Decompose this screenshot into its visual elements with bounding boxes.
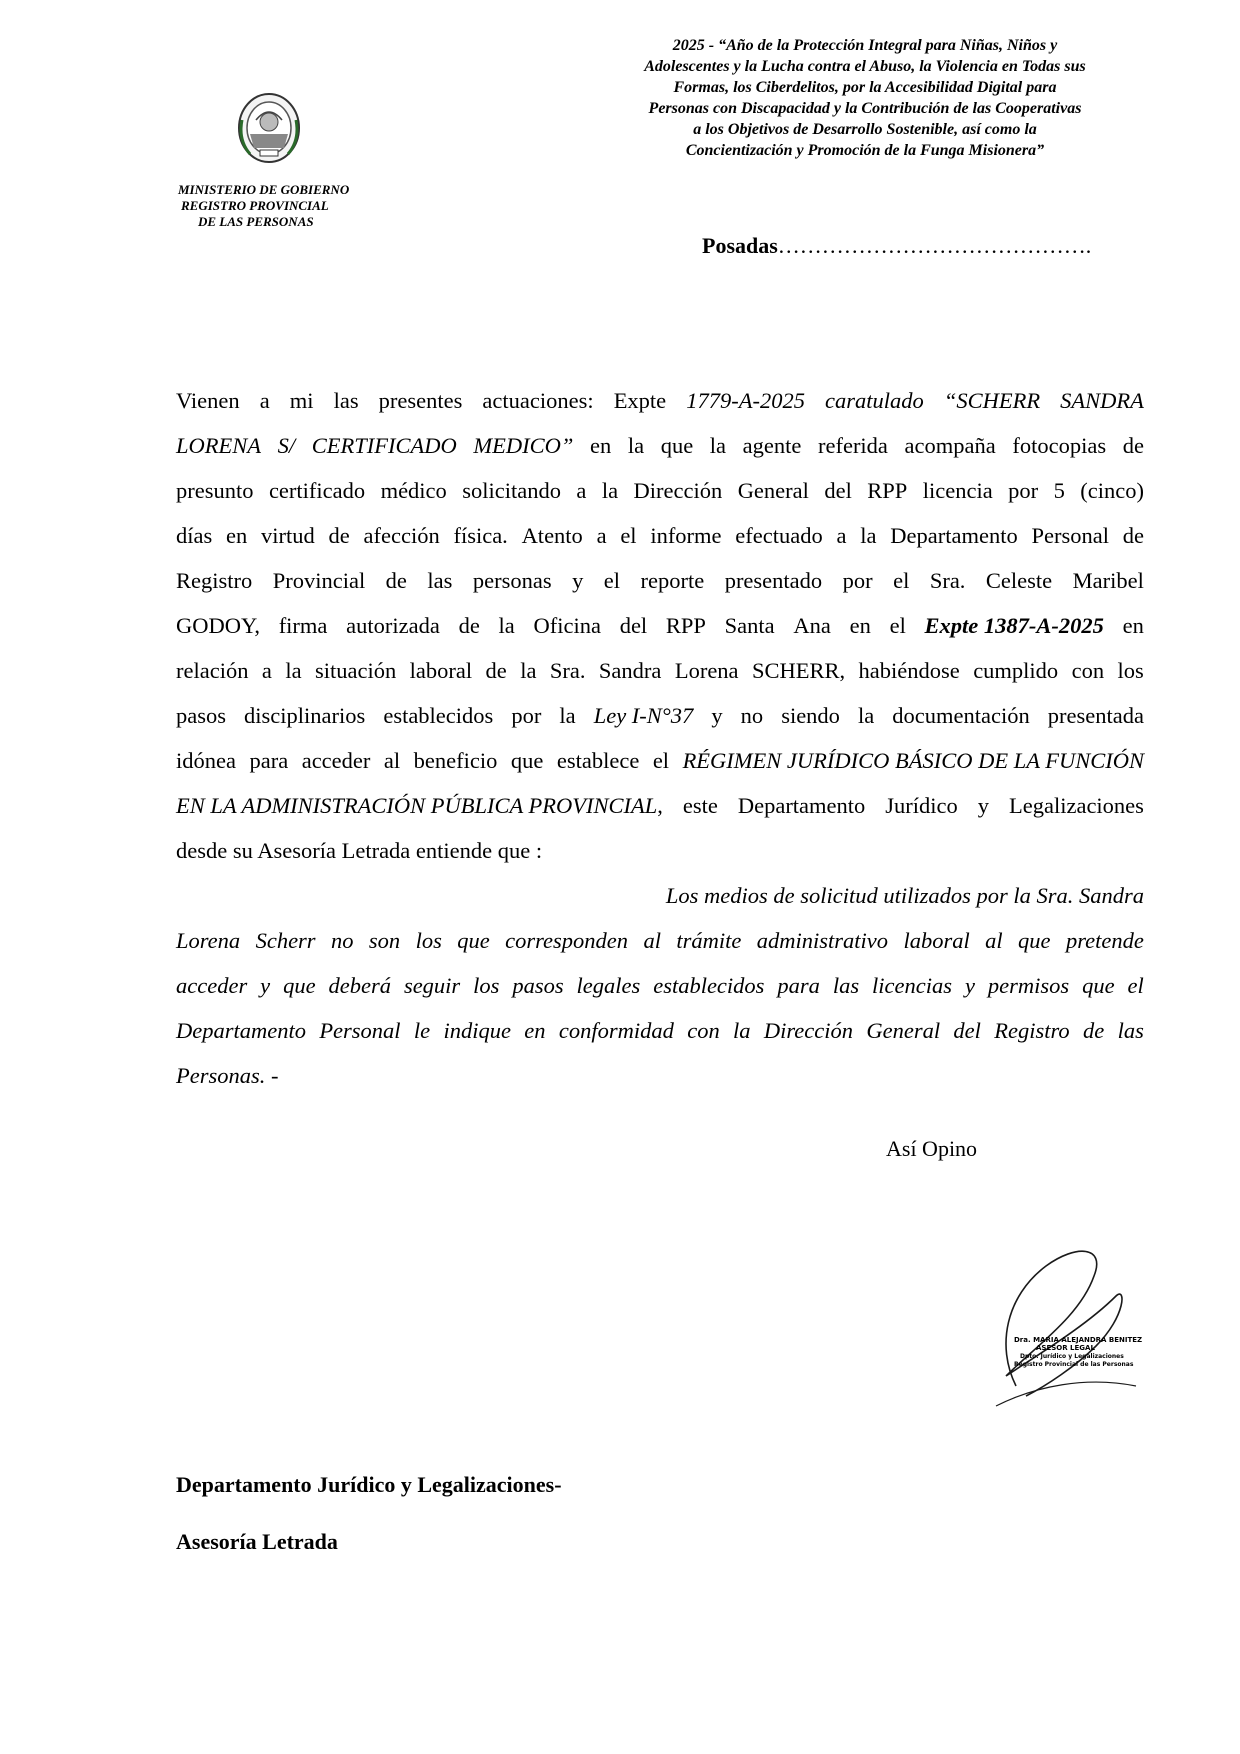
footer-signoff <box>176 1470 562 1584</box>
word: establecidos <box>383 703 494 728</box>
word: por <box>1008 478 1039 503</box>
quote-text: Personas. - <box>176 1063 279 1088</box>
word: virtud <box>261 523 315 548</box>
word: de <box>458 613 480 638</box>
body-text <box>176 378 1144 1098</box>
word: presentada <box>1047 703 1144 728</box>
word: Personal <box>319 1018 401 1043</box>
word: relación <box>176 658 249 683</box>
word: (cinco) <box>1080 478 1144 503</box>
word: establecidos <box>653 973 765 998</box>
word: Celeste <box>985 568 1053 593</box>
word: licencias <box>872 973 953 998</box>
word: no <box>330 928 354 953</box>
word: son <box>368 928 401 953</box>
word: que <box>457 928 490 953</box>
text-line <box>176 468 1144 513</box>
place-date-line <box>702 233 1091 259</box>
word: acompaña <box>904 433 996 458</box>
word: del <box>619 613 648 638</box>
word: a <box>259 388 270 413</box>
ministry-heading <box>178 182 349 230</box>
word: Registro <box>994 1018 1070 1043</box>
word: EN LA ADMINISTRACIÓN PÚBLICA PROVINCIAL, <box>176 793 663 818</box>
word: agente <box>742 433 802 458</box>
word: Dirección <box>763 1018 854 1043</box>
word: presentado <box>724 568 823 593</box>
year-motto <box>560 35 1170 161</box>
word: le <box>413 1018 431 1043</box>
line-words: desde su Asesoría Letrada entiende que : <box>176 838 543 863</box>
word: que <box>1018 928 1051 953</box>
word: y <box>260 973 271 998</box>
word: RPP <box>867 478 908 503</box>
word: Ley I-N°37 <box>593 703 694 728</box>
word: SCHERR, <box>751 658 846 683</box>
provincial-seal-logo <box>236 90 302 164</box>
word: cumplido <box>973 658 1059 683</box>
word: de <box>1122 523 1144 548</box>
word: la <box>860 523 877 548</box>
stamp-title: ASESOR LEGAL <box>1036 1344 1095 1352</box>
word: la <box>601 478 619 503</box>
word: y <box>964 973 975 998</box>
word: con <box>687 1018 720 1043</box>
word: afección <box>363 523 440 548</box>
word: por <box>511 703 542 728</box>
word: Santa <box>724 613 775 638</box>
motto-line: a los Objetivos de Desarrollo Sostenible, así como la <box>693 121 1037 138</box>
quote-line <box>176 873 1144 918</box>
quote-line <box>176 918 1144 963</box>
motto-line: Personas con Discapacidad y la Contribución de las Cooperativas <box>648 100 1082 117</box>
word: en <box>589 433 612 458</box>
word: el <box>893 568 910 593</box>
word: conformidad <box>558 1018 674 1043</box>
word: siendo <box>781 703 840 728</box>
word: acceder <box>176 973 248 998</box>
text-line <box>176 603 1144 648</box>
word: la <box>285 658 302 683</box>
text-line <box>176 783 1144 828</box>
word: situación <box>314 658 397 683</box>
word: Sra. <box>929 568 966 593</box>
motto-line: Concientización y Promoción de la Funga Misionera” <box>685 142 1045 159</box>
word: Expte <box>613 388 667 413</box>
word: física. <box>453 523 508 548</box>
word: de <box>485 658 507 683</box>
place-label: Posadas <box>702 233 778 258</box>
text-line <box>176 738 1144 783</box>
word: la <box>733 1018 751 1043</box>
word: del <box>824 478 852 503</box>
text-line <box>176 828 1144 873</box>
word: habiéndose <box>858 658 960 683</box>
word: administrativo <box>756 928 889 953</box>
word: Ana <box>793 613 831 638</box>
stamp-registry: Registro Provincial de las Personas <box>1014 1361 1134 1368</box>
word: RÉGIMEN JURÍDICO BÁSICO DE LA FUNCIÓN <box>682 748 1144 773</box>
word: deberá <box>328 973 391 998</box>
ministry-line: MINISTERIO DE GOBIERNO <box>178 182 350 197</box>
word: la <box>857 703 875 728</box>
ministry-line: DE LAS PERSONAS <box>198 214 314 229</box>
word: mi <box>289 388 314 413</box>
word: para <box>249 748 289 773</box>
quote-line <box>176 1053 1144 1098</box>
word: el <box>603 568 621 593</box>
word: SANDRA <box>1060 388 1144 413</box>
word: solicitando <box>462 478 561 503</box>
word: Oficina <box>533 613 601 638</box>
word: Jurídico <box>885 793 958 818</box>
stamp-dept: Dpto. Jurídico y Legalizaciones <box>1020 1353 1124 1360</box>
word: por <box>842 568 873 593</box>
word: las <box>1117 1018 1144 1043</box>
word: referida <box>817 433 888 458</box>
office-name: Asesoría Letrada <box>176 1529 338 1554</box>
word: el <box>652 748 670 773</box>
word: firma <box>278 613 328 638</box>
word: que <box>510 748 544 773</box>
motto-line: 2025 - “Año de la Protección Integral para Niñas, Niños y <box>672 37 1058 54</box>
word: al <box>985 928 1003 953</box>
word: la <box>559 703 576 728</box>
word: Legalizaciones <box>1009 793 1144 818</box>
word: este <box>682 793 718 818</box>
word: la <box>498 613 515 638</box>
word: de <box>328 523 350 548</box>
word: en <box>226 523 248 548</box>
word: permisos <box>987 973 1070 998</box>
word: en <box>1122 613 1144 638</box>
word: del <box>953 1018 981 1043</box>
word: Departamento <box>737 793 866 818</box>
word: a <box>836 523 847 548</box>
word: y <box>572 568 584 593</box>
word: la <box>709 433 727 458</box>
text-line <box>176 558 1144 603</box>
word: laboral <box>903 928 970 953</box>
department-name: Departamento Jurídico y Legalizaciones- <box>176 1472 562 1497</box>
word: presunto <box>176 478 254 503</box>
text-line <box>176 693 1144 738</box>
word: las <box>333 388 359 413</box>
word: idónea <box>176 748 236 773</box>
word: de <box>385 568 407 593</box>
word: presentes <box>378 388 463 413</box>
word: actuaciones: <box>482 388 594 413</box>
motto-line: Formas, los Ciberdelitos, por la Accesibilidad Digital para <box>673 79 1057 96</box>
word: General <box>866 1018 941 1043</box>
word: fotocopias <box>1012 433 1107 458</box>
word: para <box>777 973 820 998</box>
word: trámite <box>676 928 742 953</box>
word: y <box>977 793 990 818</box>
word: Sra. <box>549 658 586 683</box>
text-line <box>176 378 1144 423</box>
word: autorizada <box>346 613 440 638</box>
word: seguir <box>403 973 461 998</box>
word: pasos <box>512 973 564 998</box>
word: los <box>1117 658 1144 683</box>
text-line <box>176 423 1144 468</box>
word: efectuado <box>735 523 823 548</box>
word: el <box>889 613 906 638</box>
word: las <box>832 973 860 998</box>
word: en <box>524 1018 546 1043</box>
word: GODOY, <box>176 613 260 638</box>
word: “SCHERR <box>943 388 1041 413</box>
word: a <box>261 658 272 683</box>
word: los <box>415 928 442 953</box>
word: Provincial <box>272 568 366 593</box>
word: médico <box>380 478 447 503</box>
word: beneficio <box>413 748 498 773</box>
motto-line: Adolescentes y la Lucha contra el Abuso, la Violencia en Todas sus <box>644 58 1086 75</box>
word: las <box>427 568 453 593</box>
word: S/ <box>277 433 296 458</box>
word: acceder <box>301 748 371 773</box>
word: el <box>1127 973 1144 998</box>
word: Scherr <box>255 928 316 953</box>
word: laboral <box>409 658 473 683</box>
date-blank: ……………………………………. <box>777 233 1092 258</box>
quote-line <box>176 1008 1144 1053</box>
word: de <box>1122 433 1144 458</box>
word: Expte 1387-A-2025 <box>924 613 1104 638</box>
word: Registro <box>176 568 253 593</box>
word: Atento <box>521 523 583 548</box>
word: 1779-A-2025 <box>686 388 805 413</box>
word: que <box>283 973 316 998</box>
word: personas <box>472 568 552 593</box>
word: MEDICO” <box>473 433 574 458</box>
word: al <box>383 748 401 773</box>
word: establece <box>556 748 640 773</box>
text-line <box>176 513 1144 558</box>
word: caratulado <box>825 388 924 413</box>
word: Personal <box>1031 523 1109 548</box>
word: la <box>520 658 537 683</box>
word: a <box>576 478 587 503</box>
quote-line <box>176 963 1144 1008</box>
signature-stamp <box>976 1236 1146 1454</box>
word: Lorena <box>176 928 241 953</box>
word: legales <box>576 973 641 998</box>
word: certificado <box>268 478 366 503</box>
word: no <box>740 703 764 728</box>
quote-text: Los medios de solicitud utilizados por la Sra. Sandra <box>665 883 1144 908</box>
word: los <box>473 973 500 998</box>
word: Departamento <box>890 523 1018 548</box>
word: General <box>737 478 809 503</box>
ministry-line: REGISTRO PROVINCIAL <box>181 198 329 213</box>
word: el <box>620 523 637 548</box>
word: Lorena <box>674 658 739 683</box>
word: días <box>176 523 213 548</box>
word: con <box>1071 658 1105 683</box>
word: corresponden <box>505 928 629 953</box>
word: en <box>849 613 871 638</box>
word: pasos <box>176 703 226 728</box>
word: que <box>1082 973 1115 998</box>
word: informe <box>650 523 722 548</box>
stamp-name: Dra. MARIA ALEJANDRA BENITEZ <box>1014 1336 1143 1344</box>
word: documentación <box>892 703 1030 728</box>
word: la <box>627 433 645 458</box>
word: y <box>711 703 723 728</box>
word: pretende <box>1065 928 1144 953</box>
word: licencia <box>922 478 993 503</box>
word: Departamento <box>176 1018 306 1043</box>
word: Dirección <box>633 478 723 503</box>
word: indique <box>443 1018 511 1043</box>
text-line <box>176 648 1144 693</box>
word: Maribel <box>1072 568 1144 593</box>
word: RPP <box>665 613 706 638</box>
word: a <box>596 523 607 548</box>
word: reporte <box>640 568 705 593</box>
closing-phrase: Así Opino <box>886 1136 978 1161</box>
word: que <box>660 433 694 458</box>
word: CERTIFICADO <box>311 433 457 458</box>
word: Sandra <box>598 658 662 683</box>
word: 5 <box>1053 478 1065 503</box>
word: LORENA <box>176 433 262 458</box>
word: Vienen <box>176 388 240 413</box>
word: de <box>1082 1018 1105 1043</box>
word: disciplinarios <box>244 703 366 728</box>
word: al <box>643 928 661 953</box>
